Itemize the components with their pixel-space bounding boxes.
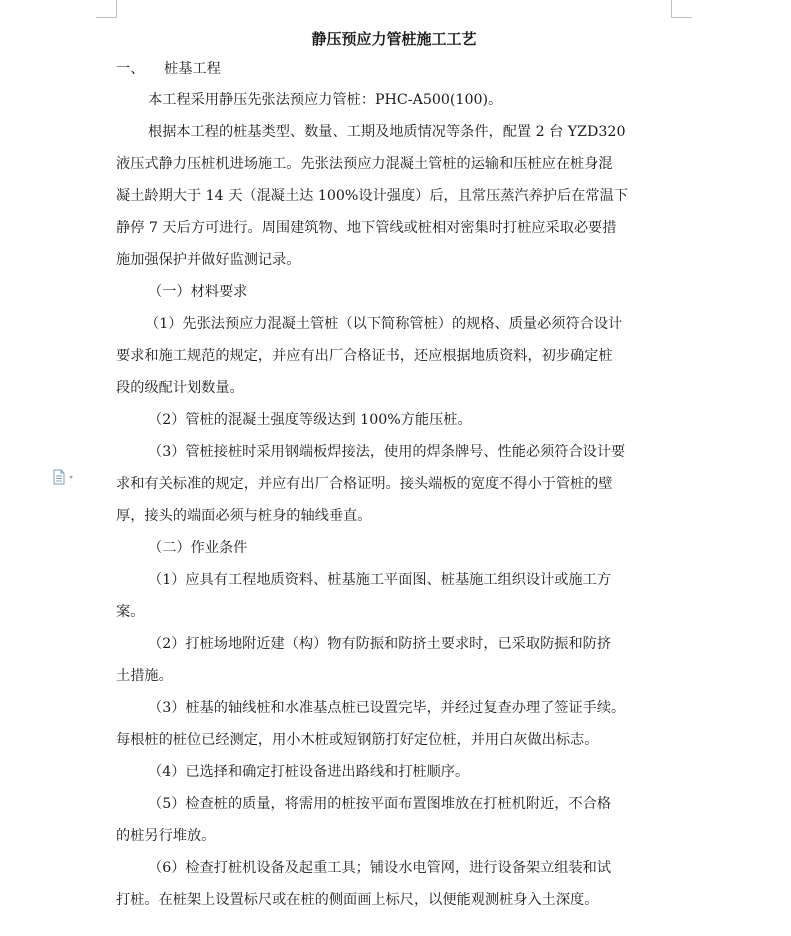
list-item-line: （1）先张法预应力混凝土管桩（以下简称管桩）的规格、质量必须符合设计 xyxy=(145,316,623,332)
list-item-line: 土措施。 xyxy=(116,668,173,684)
list-item-line: （6）检查打桩机设备及起重工具；铺设水电管网，进行设备架立组装和试 xyxy=(148,860,612,876)
section-number: 一、 xyxy=(116,61,145,77)
paragraph-line: 静停 7 天后方可进行。周围建筑物、地下管线或桩相对密集时打桩应采取必要措 xyxy=(116,220,617,236)
document-body xyxy=(116,26,672,916)
paragraph-line: 本工程采用静压先张法预应力管桩：PHC-A500(100)。 xyxy=(148,92,503,108)
paragraph-line: 凝土龄期大于 14 天（混凝土达 100%设计强度）后，且常压蒸汽养护后在常温下 xyxy=(116,188,628,204)
list-item-line: （3）桩基的轴线桩和水准基点桩已设置完毕，并经过复查办理了签证手续。 xyxy=(148,700,626,716)
list-item-line: 求和有关标准的规定，并应有出厂合格证明。接头端板的宽度不得小于管桩的壁 xyxy=(116,476,613,492)
list-item-line: 每根桩的桩位已经测定，用小木桩或短钢筋打好定位桩，并用白灰做出标志。 xyxy=(116,732,599,748)
list-item-line: （2）管桩的混凝土强度等级达到 100%方能压桩。 xyxy=(148,412,472,428)
page-corner-mark-top-left xyxy=(96,17,117,18)
list-item-line: （1）应具有工程地质资料、桩基施工平面图、桩基施工组织设计或施工方 xyxy=(148,572,612,588)
list-item-line: （2）打桩场地附近建（构）物有防振和防挤土要求时，已采取防振和防挤 xyxy=(148,636,612,652)
list-item-line: （3）管桩接桩时采用钢端板焊接法，使用的焊条牌号、性能必须符合设计要 xyxy=(148,444,626,460)
paragraph-line: 施加强保护并做好监测记录。 xyxy=(116,252,301,268)
list-item-line: 案。 xyxy=(116,604,145,620)
paragraph-line: 液压式静力压桩机进场施工。先张法预应力混凝土管桩的运输和压桩应在桩身混 xyxy=(116,156,613,172)
list-item-line: （4）已选择和确定打桩设备进出路线和打桩顺序。 xyxy=(148,764,470,780)
list-item-line: 厚，接头的端面必须与桩身的轴线垂直。 xyxy=(116,508,372,524)
page-corner-mark-top-right xyxy=(671,0,672,17)
list-item-line: （5）检查桩的质量，将需用的桩按平面布置图堆放在打桩机附近，不合格 xyxy=(148,796,612,812)
paragraph-line: 根据本工程的桩基类型、数量、工期及地质情况等条件，配置 2 台 YZD320 xyxy=(148,124,626,140)
section-label: 桩基工程 xyxy=(164,61,221,77)
section-heading xyxy=(116,54,672,84)
subsection-heading: （二）作业条件 xyxy=(148,540,248,556)
document-options-icon[interactable] xyxy=(52,469,78,485)
list-item-line: 要求和施工规范的规定，并应有出厂合格证书，还应根据地质资料，初步确定桩 xyxy=(116,348,613,364)
document-title: 静压预应力管桩施工工艺 xyxy=(311,30,477,48)
list-item-line: 段的级配计划数量。 xyxy=(116,380,244,396)
page-corner-mark-top-left xyxy=(116,0,117,17)
list-item-line: 的桩另行堆放。 xyxy=(116,828,216,844)
page-corner-mark-top-right xyxy=(671,17,692,18)
subsection-heading: （一）材料要求 xyxy=(148,284,248,300)
list-item-line: 打桩。在桩架上设置标尺或在桩的侧面画上标尺，以便能观测桩身入土深度。 xyxy=(116,892,599,908)
